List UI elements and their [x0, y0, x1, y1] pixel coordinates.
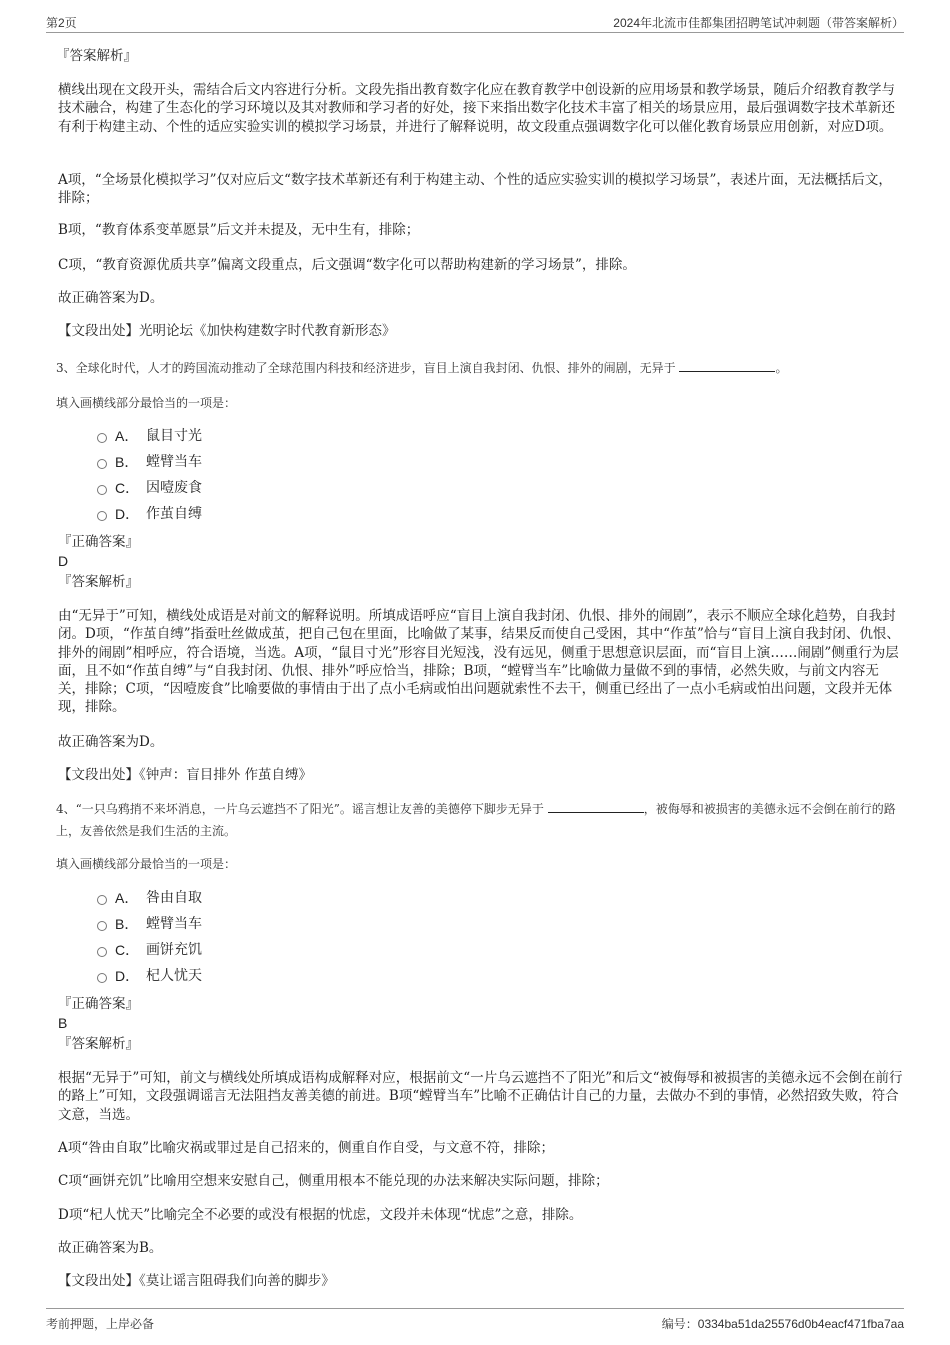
option-b-explanation: B项，“教育体系变革愿景”后文并未提及，无中生有，排除； [58, 222, 420, 238]
analysis-text: 横线出现在文段开头，需结合后文内容进行分析。文段先指出教育数字化应在教育教学中创设新的应用场景和教学场景，随后介绍教育教学与技术融合，构建了生态化的学习环境以及其对教师和学习者的好处，接下来指出数字化技术丰富了相关的场景应用，最后强调数字技术革新还有利于构建主动、个性的适应实验实训的模拟学习场景，并进行了解释说明，故文段重点强调数字化可以催化教育场景应用创新，对应D项。 [58, 82, 895, 135]
option-letter: B． [115, 454, 139, 470]
question-3-hint: 填入画横线部分最恰当的一项是： [56, 396, 237, 410]
question-3-stem [56, 357, 904, 379]
correct-answer: D [58, 553, 69, 569]
correct-answer-label: 『正确答案』 [58, 996, 139, 1012]
option-b[interactable] [56, 449, 456, 475]
question-4-stem-end: ，被侮辱和被损害的美德永远不会倒在前行的路上，友善依然是我们生活的主流。 [56, 802, 896, 838]
option-text: 杞人忧天 [146, 968, 202, 984]
radio-button[interactable] [97, 459, 107, 469]
option-letter: C． [115, 942, 140, 958]
option-letter: D． [115, 506, 140, 522]
option-text: 因噎废食 [146, 480, 202, 496]
option-a[interactable] [56, 423, 456, 449]
conclusion: 故正确答案为D。 [58, 290, 164, 306]
source-citation: 【文段出处】《莫让谣言阻碍我们向善的脚步》 [58, 1273, 335, 1289]
question-4-stem [56, 798, 904, 842]
option-text: 螳臂当车 [146, 916, 202, 932]
page-header [46, 12, 904, 33]
option-a[interactable] [56, 885, 456, 911]
option-b[interactable] [56, 911, 456, 937]
option-d-explanation: D项“杞人忧天”比喻完全不必要的或没有根据的忧虑，文段并未体现“忧虑”之意，排除。 [58, 1207, 583, 1223]
option-text: 咎由自取 [146, 890, 202, 906]
option-a-explanation: A项，“全场景化模拟学习”仅对应后文“数字技术革新还有利于构建主动、个性的适应实验实训的模拟学习场景”，表述片面，无法概括后文，排除； [58, 172, 892, 207]
option-letter: A． [115, 428, 139, 444]
option-a-explanation: A项“咎由自取”比喻灾祸或罪过是自己招来的，侧重自作自受，与文意不符，排除； [58, 1140, 555, 1156]
question-4-hint: 填入画横线部分最恰当的一项是： [56, 857, 237, 871]
footer-slogan: 考前押题，上岸必备 [46, 1317, 155, 1331]
question-4-stem-text: 4、“一只乌鸦捎不来坏消息，一片乌云遮挡不了阳光”。谣言想让友善的美德停下脚步无异于 [56, 802, 544, 816]
radio-button[interactable] [97, 485, 107, 495]
document-title: 2024年北流市佳都集团招聘笔试冲刺题（带答案解析） [613, 16, 904, 30]
page-number: 第2页 [46, 16, 77, 30]
option-text: 画饼充饥 [146, 942, 202, 958]
conclusion: 故正确答案为D。 [58, 734, 164, 750]
option-letter: B． [115, 916, 139, 932]
prev-question-section [56, 46, 904, 66]
document-id: 编号：0334ba51da25576d0b4eacf471fba7aa [661, 1317, 904, 1331]
option-c[interactable] [56, 937, 456, 963]
option-letter: A． [115, 890, 139, 906]
option-c-explanation: C项，“教育资源优质共享”偏离文段重点，后文强调“数字化可以帮助构建新的学习场景”，排除。 [58, 257, 636, 273]
radio-button[interactable] [97, 947, 107, 957]
analysis-label: 『答案解析』 [56, 48, 137, 64]
page-footer [46, 1308, 904, 1335]
option-text: 螳臂当车 [146, 454, 202, 470]
analysis-text: 由“无异于”可知，横线处成语是对前文的解释说明。所填成语呼应“盲目上演自我封闭、仇恨、排外的闹剧”，表示不顺应全球化趋势，自我封闭。D项，“作茧自缚”指蚕吐丝做成茧，把自己包在里面，比喻做了某事，结果反而使自己受困，其中“作茧”恰与“盲目上演自我封闭、仇恨、排外的闹剧”相呼应，符合语境，当选。A项，“鼠目寸光”形容目光短浅，没有远见，侧重于思想意识层面，而“盲目上演……闹剧”侧重行为层面，且不如“作茧自缚”与“自我封闭、仇恨、排外”呼应恰当，排除；B项，“螳臂当车”比喻做力量做不到的事情，必然失败，与前文内容无关，排除；C项，“因噎废食”比喻要做的事情由于出了点小毛病或怕出问题就索性不去干，侧重已经出了一点小毛病或怕出问题，文段并无体现，排除。 [58, 608, 900, 716]
option-d[interactable] [56, 963, 456, 989]
correct-answer-label: 『正确答案』 [58, 534, 139, 550]
option-d[interactable] [56, 501, 456, 527]
option-letter: D． [115, 968, 140, 984]
option-c-explanation: C项“画饼充饥”比喻用空想来安慰自己，侧重用根本不能兑现的办法来解决实际问题，排除； [58, 1173, 609, 1189]
radio-button[interactable] [97, 895, 107, 905]
radio-button[interactable] [97, 433, 107, 443]
question-3-stem-end: 。 [775, 361, 788, 375]
question-3-options [56, 423, 456, 527]
source-citation: 【文段出处】光明论坛《加快构建数字时代教育新形态》 [58, 323, 396, 339]
analysis-text: 根据“无异于”可知，前文与横线处所填成语构成解释对应，根据前文“一片乌云遮挡不了阳光”和后文“被侮辱和被损害的美德永远不会倒在前行的路上”可知，文段强调谣言无法阻挡友善美德的前进。B项“螳臂当车”比喻不正确估计自己的力量，去做办不到的事情，必然招致失败，符合文意，当选。 [58, 1070, 903, 1123]
conclusion: 故正确答案为B。 [58, 1240, 163, 1256]
analysis-label: 『答案解析』 [58, 574, 139, 590]
answer-blank [679, 359, 775, 372]
option-text: 鼠目寸光 [146, 428, 202, 444]
question-3-stem-text: 3、全球化时代，人才的跨国流动推动了全球范围内科技和经济进步，盲目上演自我封闭、仇恨、排外的闹剧，无异于 [56, 361, 676, 375]
option-text: 作茧自缚 [146, 506, 202, 522]
correct-answer: B [58, 1015, 68, 1031]
radio-button[interactable] [97, 973, 107, 983]
answer-blank [548, 800, 644, 813]
option-c[interactable] [56, 475, 456, 501]
analysis-label: 『答案解析』 [58, 1036, 139, 1052]
radio-button[interactable] [97, 511, 107, 521]
radio-button[interactable] [97, 921, 107, 931]
option-letter: C． [115, 480, 140, 496]
question-4-options [56, 885, 456, 989]
source-citation: 【文段出处】《钟声：盲目排外 作茧自缚》 [58, 767, 313, 783]
